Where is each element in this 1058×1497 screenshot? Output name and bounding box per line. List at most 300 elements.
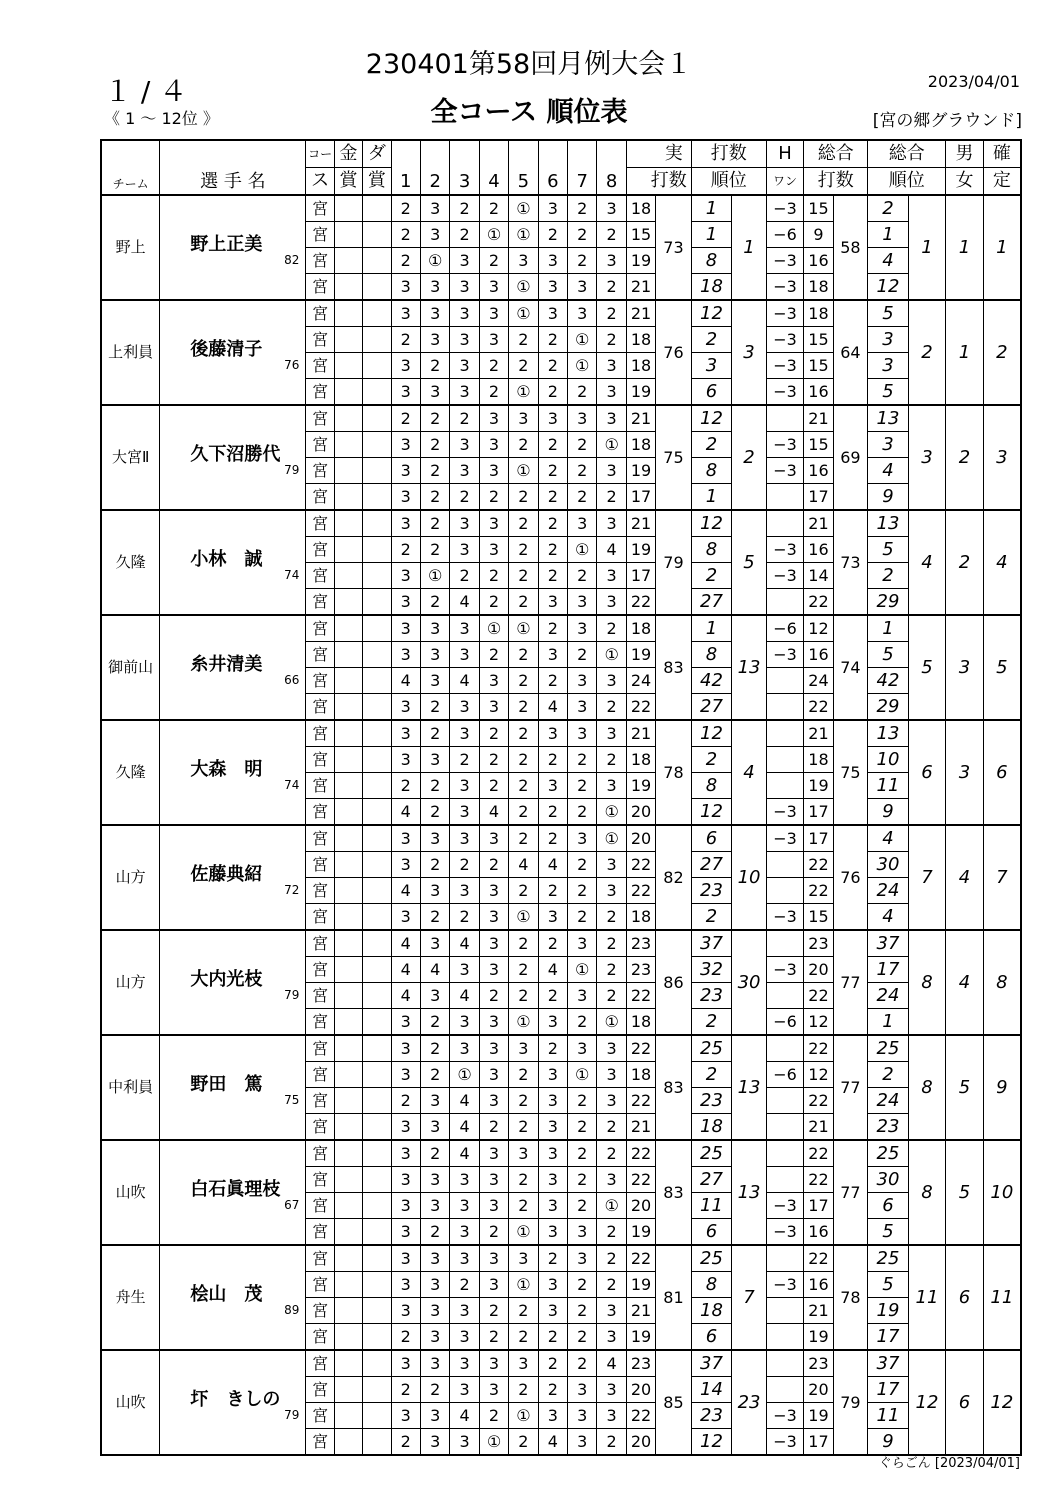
hole-in-one-cell — [766, 878, 804, 904]
stroke-rank-cell: 13 — [732, 1140, 766, 1245]
hole-score-cell: 3 — [538, 1114, 567, 1141]
hole-score-cell: 3 — [420, 615, 449, 642]
hole-score-cell: 3 — [420, 1193, 449, 1219]
hole-score-cell: 2 — [509, 720, 538, 747]
hole-score-cell: 3 — [479, 432, 508, 458]
hole-score-cell: 3 — [420, 1272, 449, 1298]
hole-score-cell: 3 — [391, 852, 420, 878]
round-total-cell: 16 — [804, 642, 833, 668]
hole-score-cell: 2 — [568, 1324, 597, 1351]
total-rank-cell: 4 — [908, 510, 946, 615]
hole-in-one-cell: −3 — [766, 379, 804, 406]
actual-strokes-cell: 86 — [656, 930, 692, 1035]
round-sum-cell: 18 — [626, 1062, 655, 1088]
stroke-rank-cell: 30 — [732, 930, 766, 1035]
col-hole-7: 7 — [568, 140, 597, 195]
round-total-rank-cell: 5 — [868, 300, 909, 327]
col-final-top: 確 — [983, 140, 1021, 168]
hole-score-cell: 3 — [479, 458, 508, 484]
hole-in-one-cell — [766, 1035, 804, 1062]
hole-score-cell: 3 — [538, 248, 567, 274]
sex-rank-cell: 3 — [946, 720, 984, 825]
sex-rank-cell: 5 — [946, 1140, 984, 1245]
round-sum-cell: 19 — [626, 1324, 655, 1351]
hole-in-one-cell: −3 — [766, 300, 804, 327]
sex-rank-cell: 5 — [946, 1035, 984, 1140]
hole-score-cell: 3 — [479, 1062, 508, 1088]
hole-score-cell: 2 — [568, 484, 597, 511]
round-total-cell: 20 — [804, 957, 833, 983]
hole-score-cell: 3 — [391, 904, 420, 931]
da-cell — [363, 484, 391, 511]
gold-cell — [334, 537, 362, 563]
hole-in-one-cell: −3 — [766, 1193, 804, 1219]
hole-score-cell: 2 — [391, 405, 420, 432]
hole-score-cell: 3 — [450, 878, 479, 904]
round-sum-cell: 17 — [626, 484, 655, 511]
hole-score-cell: 2 — [568, 904, 597, 931]
hole-score-cell: 2 — [568, 642, 597, 668]
hole-score-cell: 3 — [420, 1088, 449, 1114]
player-name-cell — [160, 510, 306, 615]
total-strokes-cell: 74 — [833, 615, 867, 720]
col-hole-4: 4 — [479, 140, 508, 195]
hole-score-cell: 3 — [420, 1167, 449, 1193]
hole-score-cell: 3 — [391, 379, 420, 406]
table-row — [101, 825, 1021, 852]
hole-score-cell: ① — [509, 1219, 538, 1246]
hole-score-cell: 2 — [420, 1035, 449, 1062]
hole-score-cell: 3 — [509, 1035, 538, 1062]
round-rank-cell: 2 — [691, 1009, 732, 1036]
hole-score-cell: ① — [509, 615, 538, 642]
col-hone-bot: ワン — [766, 168, 804, 196]
round-total-cell: 16 — [804, 379, 833, 406]
course-cell: 宮 — [306, 1140, 334, 1167]
hole-score-cell: 3 — [597, 1035, 626, 1062]
round-total-rank-cell: 24 — [868, 1088, 909, 1114]
stroke-rank-cell: 13 — [732, 615, 766, 720]
round-sum-cell: 22 — [626, 1035, 655, 1062]
col-rank-top: 打数 — [691, 140, 766, 168]
round-total-cell: 18 — [804, 274, 833, 301]
round-total-cell: 22 — [804, 1140, 833, 1167]
hole-score-cell: 3 — [420, 222, 449, 248]
table-row — [101, 405, 1021, 432]
hole-score-cell: 2 — [391, 1429, 420, 1456]
hole-score-cell: 2 — [568, 773, 597, 799]
col-total-bot: 打数 — [804, 168, 868, 196]
table-row — [101, 195, 1021, 222]
hole-score-cell: ① — [568, 537, 597, 563]
hole-score-cell: 3 — [450, 300, 479, 327]
hole-score-cell: 3 — [479, 510, 508, 537]
round-total-rank-cell: 10 — [868, 747, 909, 773]
hole-score-cell: 3 — [479, 1377, 508, 1403]
player-name-cell — [160, 930, 306, 1035]
total-strokes-cell: 78 — [833, 1245, 867, 1350]
hole-score-cell: 2 — [391, 773, 420, 799]
hole-score-cell: ① — [479, 615, 508, 642]
total-strokes-cell: 77 — [833, 1035, 867, 1140]
total-rank-cell: 1 — [908, 195, 946, 300]
course-cell: 宮 — [306, 1298, 334, 1324]
hole-score-cell: 3 — [538, 1298, 567, 1324]
hole-score-cell: 2 — [538, 983, 567, 1009]
gold-cell — [334, 1272, 362, 1298]
hole-score-cell: 3 — [479, 904, 508, 931]
round-total-rank-cell: 5 — [868, 1272, 909, 1298]
hole-score-cell: 2 — [538, 825, 567, 852]
actual-strokes-cell: 85 — [656, 1350, 692, 1455]
round-total-cell: 19 — [804, 773, 833, 799]
hole-score-cell: 2 — [509, 642, 538, 668]
hole-score-cell: 3 — [391, 1350, 420, 1377]
final-rank-cell: 3 — [983, 405, 1021, 510]
hole-score-cell: ① — [509, 300, 538, 327]
gold-cell — [334, 222, 362, 248]
hole-score-cell: 3 — [538, 1062, 567, 1088]
hole-in-one-cell: −3 — [766, 642, 804, 668]
hole-score-cell: 3 — [597, 878, 626, 904]
hole-score-cell: 3 — [479, 537, 508, 563]
round-total-cell: 17 — [804, 799, 833, 826]
course-cell: 宮 — [306, 405, 334, 432]
round-total-cell: 15 — [804, 904, 833, 931]
player-age: 79 — [284, 988, 300, 1002]
hole-score-cell: 3 — [568, 1219, 597, 1246]
round-rank-cell: 23 — [691, 1403, 732, 1429]
col-actual-bot: 打数 — [626, 168, 691, 196]
stroke-rank-cell: 4 — [732, 720, 766, 825]
gold-cell — [334, 1193, 362, 1219]
hole-score-cell: 2 — [420, 1140, 449, 1167]
hole-score-cell: 2 — [479, 379, 508, 406]
course-cell: 宮 — [306, 720, 334, 747]
round-sum-cell: 22 — [626, 694, 655, 721]
hole-score-cell: 2 — [420, 432, 449, 458]
da-cell — [363, 1245, 391, 1272]
hole-score-cell: 3 — [420, 1350, 449, 1377]
round-total-rank-cell: 4 — [868, 458, 909, 484]
hole-score-cell: 3 — [391, 484, 420, 511]
da-cell — [363, 1350, 391, 1377]
col-gold-bot: 賞 — [334, 168, 362, 196]
gold-cell — [334, 458, 362, 484]
hole-score-cell: ① — [509, 1272, 538, 1298]
hole-score-cell: 2 — [568, 1088, 597, 1114]
round-sum-cell: 18 — [626, 327, 655, 353]
player-name-cell — [160, 1035, 306, 1140]
hole-score-cell: 3 — [450, 353, 479, 379]
gold-cell — [334, 1429, 362, 1456]
hole-score-cell: 3 — [420, 1298, 449, 1324]
player-age: 66 — [284, 673, 300, 687]
hole-in-one-cell: −6 — [766, 1009, 804, 1036]
round-total-cell: 21 — [804, 510, 833, 537]
hole-score-cell: 4 — [450, 668, 479, 694]
hole-score-cell: 2 — [538, 327, 567, 353]
player-age: 74 — [284, 568, 300, 582]
da-cell — [363, 1009, 391, 1036]
da-cell — [363, 773, 391, 799]
hole-score-cell: 2 — [420, 458, 449, 484]
hole-score-cell: 2 — [597, 484, 626, 511]
hole-score-cell: 4 — [391, 983, 420, 1009]
hole-score-cell: 3 — [450, 432, 479, 458]
hole-score-cell: 3 — [391, 274, 420, 301]
report-date: 2023/04/01 — [927, 72, 1020, 91]
gold-cell — [334, 1403, 362, 1429]
hole-score-cell: 3 — [597, 852, 626, 878]
hole-in-one-cell — [766, 1245, 804, 1272]
hole-score-cell: 2 — [597, 904, 626, 931]
hole-score-cell: 3 — [597, 353, 626, 379]
hole-score-cell: 3 — [597, 720, 626, 747]
hole-score-cell: 2 — [538, 537, 567, 563]
hole-score-cell: 2 — [450, 904, 479, 931]
round-rank-cell: 18 — [691, 274, 732, 301]
hole-score-cell: 3 — [509, 1350, 538, 1377]
header-row-top — [101, 140, 1021, 168]
da-cell — [363, 1062, 391, 1088]
round-total-rank-cell: 5 — [868, 537, 909, 563]
hole-score-cell: 3 — [391, 432, 420, 458]
round-rank-cell: 18 — [691, 1114, 732, 1141]
hole-score-cell: 3 — [450, 773, 479, 799]
hole-score-cell: 3 — [568, 930, 597, 957]
gold-cell — [334, 694, 362, 721]
hole-score-cell: 3 — [568, 1035, 597, 1062]
da-cell — [363, 852, 391, 878]
round-total-cell: 22 — [804, 589, 833, 616]
hole-score-cell: 4 — [420, 957, 449, 983]
hole-score-cell: 4 — [391, 930, 420, 957]
round-sum-cell: 19 — [626, 248, 655, 274]
round-sum-cell: 19 — [626, 642, 655, 668]
hole-score-cell: 2 — [420, 1219, 449, 1246]
hole-score-cell: 3 — [538, 1088, 567, 1114]
player-name: 野上正美 — [190, 234, 263, 255]
hole-score-cell: 2 — [420, 353, 449, 379]
hole-score-cell: 3 — [568, 1429, 597, 1456]
hole-score-cell: 3 — [391, 353, 420, 379]
da-cell — [363, 405, 391, 432]
course-cell: 宮 — [306, 1193, 334, 1219]
round-rank-cell: 32 — [691, 957, 732, 983]
hole-in-one-cell — [766, 510, 804, 537]
hole-score-cell: 2 — [538, 1324, 567, 1351]
course-cell: 宮 — [306, 1062, 334, 1088]
hole-in-one-cell: −3 — [766, 274, 804, 301]
round-sum-cell: 22 — [626, 878, 655, 904]
hole-score-cell: 2 — [568, 1298, 597, 1324]
hole-in-one-cell: −3 — [766, 1403, 804, 1429]
player-name: 糸井清美 — [190, 654, 263, 675]
total-rank-cell: 11 — [908, 1245, 946, 1350]
course-cell: 宮 — [306, 694, 334, 721]
da-cell — [363, 615, 391, 642]
hole-score-cell: 3 — [391, 589, 420, 616]
hole-score-cell: 3 — [420, 300, 449, 327]
round-total-rank-cell: 13 — [868, 510, 909, 537]
hole-score-cell: 3 — [450, 1245, 479, 1272]
gold-cell — [334, 904, 362, 931]
da-cell — [363, 1193, 391, 1219]
gold-cell — [334, 405, 362, 432]
round-total-cell: 20 — [804, 1377, 833, 1403]
final-rank-cell: 5 — [983, 615, 1021, 720]
sex-rank-cell: 3 — [946, 615, 984, 720]
round-total-rank-cell: 42 — [868, 668, 909, 694]
hole-score-cell: 4 — [479, 799, 508, 826]
hole-score-cell: 3 — [391, 458, 420, 484]
team-cell: 久隆 — [101, 720, 160, 825]
round-rank-cell: 27 — [691, 852, 732, 878]
round-total-rank-cell: 2 — [868, 1062, 909, 1088]
hole-score-cell: ① — [479, 1429, 508, 1456]
round-rank-cell: 8 — [691, 248, 732, 274]
hole-score-cell: 3 — [597, 589, 626, 616]
hole-score-cell: ① — [509, 222, 538, 248]
hole-score-cell: 2 — [509, 773, 538, 799]
hole-score-cell: 3 — [479, 1167, 508, 1193]
da-cell — [363, 510, 391, 537]
hole-score-cell: 3 — [597, 1062, 626, 1088]
round-rank-cell: 11 — [691, 1193, 732, 1219]
hole-score-cell: 3 — [450, 1298, 479, 1324]
final-rank-cell: 6 — [983, 720, 1021, 825]
round-sum-cell: 21 — [626, 510, 655, 537]
round-rank-cell: 12 — [691, 720, 732, 747]
player-name-cell — [160, 405, 306, 510]
round-sum-cell: 18 — [626, 353, 655, 379]
hole-score-cell: 2 — [509, 563, 538, 589]
hole-score-cell: 2 — [479, 642, 508, 668]
da-cell — [363, 904, 391, 931]
da-cell — [363, 432, 391, 458]
round-total-cell: 19 — [804, 1324, 833, 1351]
results-table — [100, 139, 1022, 1456]
hole-score-cell: 3 — [420, 1429, 449, 1456]
hole-score-cell: ① — [509, 458, 538, 484]
da-cell — [363, 563, 391, 589]
round-rank-cell: 6 — [691, 1219, 732, 1246]
round-total-cell: 18 — [804, 747, 833, 773]
hole-score-cell: 3 — [420, 327, 449, 353]
total-rank-cell: 8 — [908, 1140, 946, 1245]
player-name-cell — [160, 1245, 306, 1350]
hole-score-cell: 4 — [538, 1429, 567, 1456]
hole-score-cell: 2 — [597, 1219, 626, 1246]
hole-score-cell: 3 — [391, 563, 420, 589]
gold-cell — [334, 668, 362, 694]
hole-score-cell: 2 — [509, 1324, 538, 1351]
hole-score-cell: 3 — [450, 615, 479, 642]
da-cell — [363, 1272, 391, 1298]
hole-in-one-cell: −6 — [766, 222, 804, 248]
round-rank-cell: 25 — [691, 1245, 732, 1272]
col-da-top: ダ — [363, 140, 391, 168]
player-age: 82 — [284, 253, 300, 267]
sex-rank-cell: 1 — [946, 300, 984, 405]
player-age: 76 — [284, 358, 300, 372]
hole-score-cell: 2 — [597, 1140, 626, 1167]
hole-score-cell: 4 — [538, 694, 567, 721]
hole-score-cell: 3 — [420, 1114, 449, 1141]
gold-cell — [334, 1298, 362, 1324]
gold-cell — [334, 195, 362, 222]
hole-score-cell: 2 — [509, 484, 538, 511]
hole-score-cell: 3 — [597, 1298, 626, 1324]
round-total-cell: 22 — [804, 852, 833, 878]
table-row — [101, 615, 1021, 642]
sex-rank-cell: 2 — [946, 405, 984, 510]
hole-score-cell: 3 — [420, 1324, 449, 1351]
round-total-cell: 15 — [804, 432, 833, 458]
gold-cell — [334, 720, 362, 747]
gold-cell — [334, 300, 362, 327]
hole-score-cell: 2 — [420, 720, 449, 747]
player-age: 74 — [284, 778, 300, 792]
hole-score-cell: 2 — [568, 432, 597, 458]
hole-score-cell: 2 — [568, 195, 597, 222]
course-cell: 宮 — [306, 274, 334, 301]
round-rank-cell: 27 — [691, 589, 732, 616]
actual-strokes-cell: 83 — [656, 1035, 692, 1140]
round-total-cell: 16 — [804, 458, 833, 484]
round-sum-cell: 20 — [626, 825, 655, 852]
hole-score-cell: 3 — [597, 405, 626, 432]
round-total-rank-cell: 19 — [868, 1298, 909, 1324]
hole-score-cell: 2 — [597, 274, 626, 301]
hole-score-cell: 3 — [597, 668, 626, 694]
hole-score-cell: 2 — [479, 484, 508, 511]
hole-score-cell: 2 — [509, 327, 538, 353]
gold-cell — [334, 1377, 362, 1403]
hole-score-cell: 3 — [391, 1272, 420, 1298]
hole-score-cell: 2 — [391, 537, 420, 563]
hole-score-cell: 4 — [509, 852, 538, 878]
da-cell — [363, 248, 391, 274]
course-cell: 宮 — [306, 1429, 334, 1456]
hole-score-cell: ① — [597, 825, 626, 852]
hole-score-cell: 3 — [479, 825, 508, 852]
hole-score-cell: 3 — [450, 720, 479, 747]
hole-in-one-cell — [766, 1167, 804, 1193]
gold-cell — [334, 248, 362, 274]
round-total-rank-cell: 17 — [868, 957, 909, 983]
col-team: チーム — [101, 140, 160, 195]
hole-score-cell: 3 — [450, 1035, 479, 1062]
round-rank-cell: 6 — [691, 825, 732, 852]
hole-score-cell: 2 — [479, 1219, 508, 1246]
player-age: 72 — [284, 883, 300, 897]
round-total-rank-cell: 9 — [868, 484, 909, 511]
hole-score-cell: 3 — [538, 1009, 567, 1036]
player-name-cell — [160, 300, 306, 405]
hole-score-cell: 3 — [538, 904, 567, 931]
hole-score-cell: 2 — [391, 195, 420, 222]
round-total-cell: 14 — [804, 563, 833, 589]
total-rank-cell: 3 — [908, 405, 946, 510]
round-sum-cell: 18 — [626, 1009, 655, 1036]
hole-score-cell: 2 — [597, 1245, 626, 1272]
course-cell: 宮 — [306, 1377, 334, 1403]
hole-in-one-cell: −3 — [766, 799, 804, 826]
hole-score-cell: ① — [420, 248, 449, 274]
hole-in-one-cell: −6 — [766, 615, 804, 642]
